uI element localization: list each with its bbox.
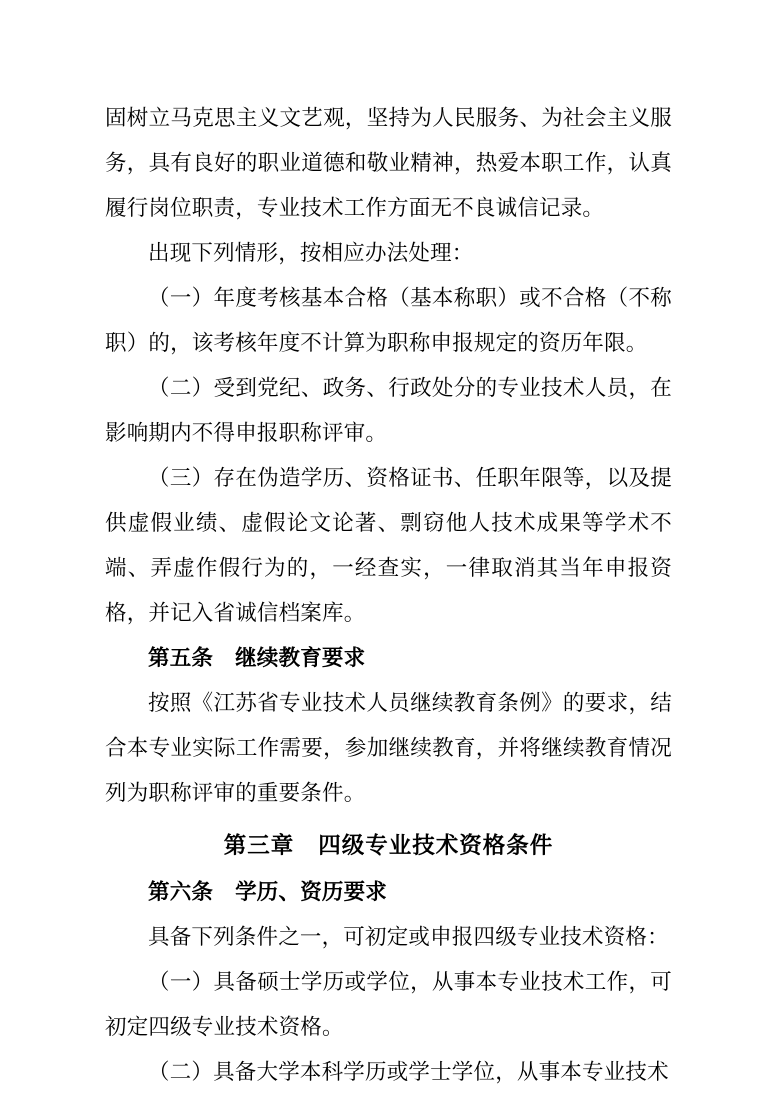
paragraph-situations-lead: 出现下列情形，按相应办法处理： bbox=[148, 241, 474, 266]
article-six-heading bbox=[105, 870, 672, 915]
article-five-label: 第五条 bbox=[148, 646, 214, 671]
paragraph-opening: 固树立马克思主义文艺观，坚持为人民服务、为社会主义服务，具有良好的职业道德和敬业精神，热爱本职工作，认真履行岗位职责，专业技术工作方面无不良诚信记录。 bbox=[105, 106, 672, 221]
article-five-title: 继续教育要求 bbox=[235, 646, 366, 671]
paragraph-item-three: （三）存在伪造学历、资格证书、任职年限等，以及提供虚假业绩、虚假论文论著、剽窃他人技术成果等学术不端、弄虚作假行为的，一经查实，一律取消其当年申报资格，并记入省诚信档案库。 bbox=[105, 466, 672, 626]
document-body bbox=[105, 96, 672, 1095]
chapter-three-title: 四级专业技术资格条件 bbox=[318, 833, 554, 859]
article-five-heading bbox=[105, 636, 672, 681]
paragraph-item-one: （一）年度考核基本合格（基本称职）或不合格（不称职）的，该考核年度不计算为职称申报规定的资历年限。 bbox=[105, 286, 672, 356]
paragraph-item-two: （二）受到党纪、政务、行政处分的专业技术人员，在影响期内不得申报职称评审。 bbox=[105, 376, 672, 446]
article-six-item-one: （一）具备硕士学历或学位，从事本专业技术工作，可初定四级专业技术资格。 bbox=[105, 970, 672, 1040]
chapter-three-number: 第三章 bbox=[223, 833, 295, 859]
article-six-label: 第六条 bbox=[148, 880, 214, 905]
article-five-body: 按照《江苏省专业技术人员继续教育条例》的要求，结合本专业实际工作需要，参加继续教育，并将继续教育情况列为职称评审的重要条件。 bbox=[105, 691, 672, 806]
article-six-lead: 具备下列条件之一，可初定或申报四级专业技术资格： bbox=[148, 925, 669, 950]
chapter-three-heading bbox=[105, 822, 672, 870]
article-six-item-two: （二）具备大学本科学历或学士学位，从事本专业技术 bbox=[148, 1060, 669, 1085]
article-six-title: 学历、资历要求 bbox=[235, 880, 388, 905]
